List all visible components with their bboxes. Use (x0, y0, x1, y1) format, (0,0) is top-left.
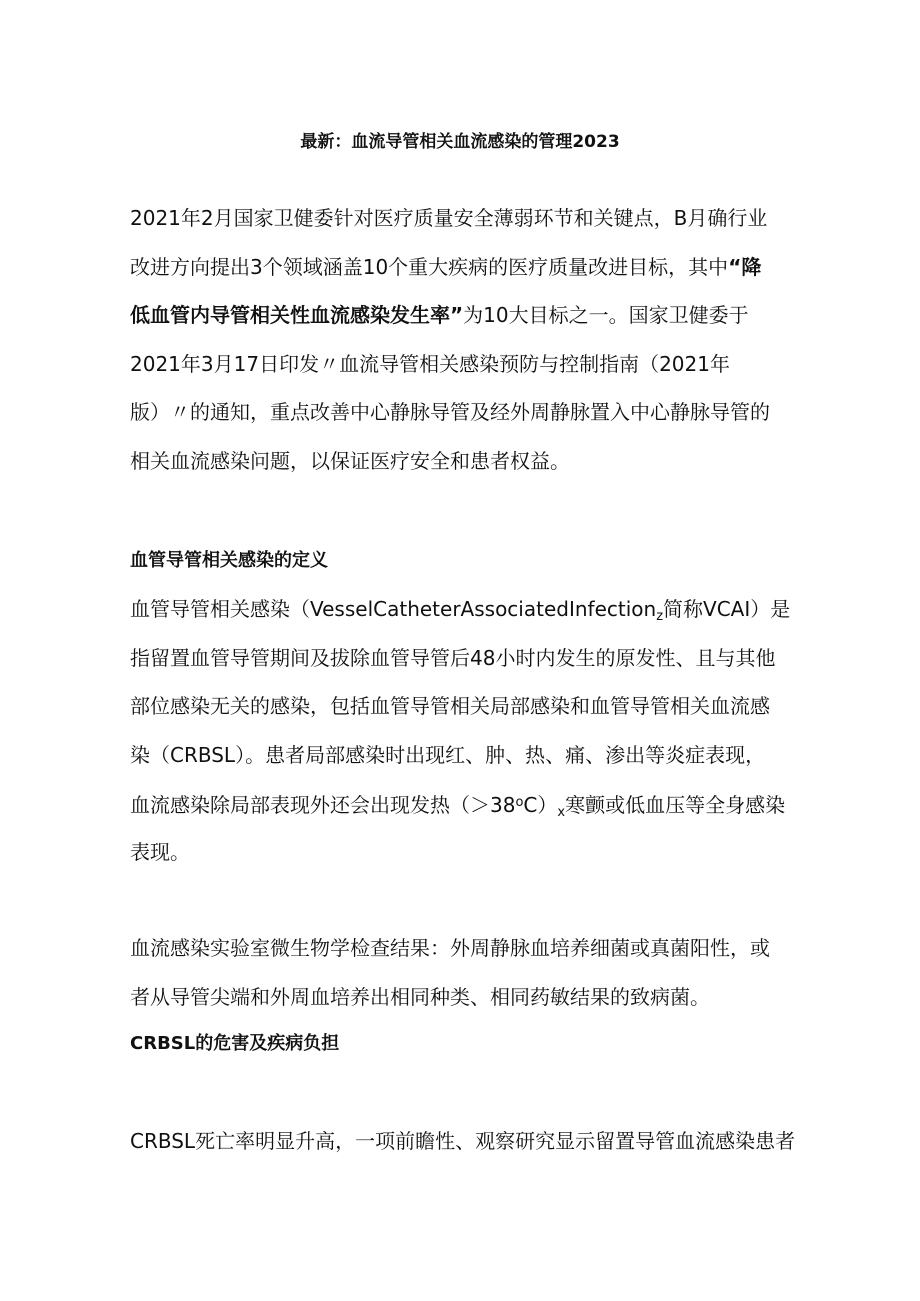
intro-line-5: 版）〃的通知，重点改善中心静脉导管及经外周静脉置入中心静脉导管的 (130, 400, 770, 425)
section-heading-harm: CRBSL的危害及疾病负担 (130, 1033, 340, 1054)
intro-paragraph (130, 194, 792, 486)
definition-line-1-tail: 简称VCAI）是 (663, 597, 791, 621)
definition-line-1-subscript: z (656, 609, 664, 624)
definition-line-5-text: 血流感染除局部表现外还会出现发热（＞38 (130, 793, 516, 818)
intro-line-4: 2021年3月17日印发〃血流导管相关感染预防与控制指南（2021年 (130, 351, 730, 376)
lab-line-1: 血流感染实验室微生物学检查结果：外周静脉血培养细菌或真菌阳性，或 (130, 936, 770, 960)
harm-line-1: CRBSL死亡率明显升高，一项前瞻性、观察研究显示留置导管血流感染患者 (130, 1129, 796, 1153)
definition-line-2: 指留置血管导管期间及拔除血管导管后48小时内发生的原发性、且与其他 (130, 645, 776, 670)
intro-line-6: 相关血流感染问题，以保证医疗安全和患者权益。 (130, 448, 570, 473)
intro-line-3-text: 为10大目标之一。国家卫健委于 (463, 303, 749, 328)
intro-line-3-bold: 低血管内导管相关性血流感染发生率” (130, 303, 464, 328)
definition-line-5-unit: C） (523, 793, 558, 818)
intro-line-2 (130, 243, 792, 292)
definition-paragraph (130, 585, 792, 877)
intro-line-1: 2021年2月国家卫健委针对医疗质量安全薄弱环节和关键点，B月确行业 (130, 206, 768, 230)
lab-line-2: 者从导管尖端和外周血培养出相同种类、相同药敏结果的致病菌。 (130, 984, 710, 1009)
harm-paragraph (130, 1117, 796, 1166)
definition-line-6: 表现。 (130, 839, 190, 864)
intro-line-3 (130, 291, 792, 340)
section-heading-definition: 血管导管相关感染的定义 (130, 550, 328, 571)
definition-line-5 (130, 779, 792, 828)
definition-line-3: 部位感染无关的感染，包括血管导管相关局部感染和血管导管相关血流感 (130, 694, 770, 719)
definition-line-4: 染（CRBSL）。患者局部感染时出现红、肿、热、痛、渗出等炎症表现， (130, 742, 766, 767)
definition-line-1-text: 血管导管相关感染（VesselCatheterAssociatedInfection (130, 597, 657, 621)
definition-line-1 (130, 585, 792, 634)
lab-results-paragraph (130, 924, 792, 1021)
page-title: 最新：血流导管相关血流感染的管理2023 (300, 132, 620, 152)
definition-line-5-subscript: x (557, 805, 566, 821)
intro-line-2-text: 改进方向提出3个领域涵盖10个重大疾病的医疗质量改进目标，其中 (130, 254, 729, 279)
intro-line-2-bold: “降 (728, 254, 762, 279)
degree-superscript: o (515, 795, 524, 811)
definition-line-5-tail: 寒颤或低血压等全身感染 (565, 793, 786, 818)
